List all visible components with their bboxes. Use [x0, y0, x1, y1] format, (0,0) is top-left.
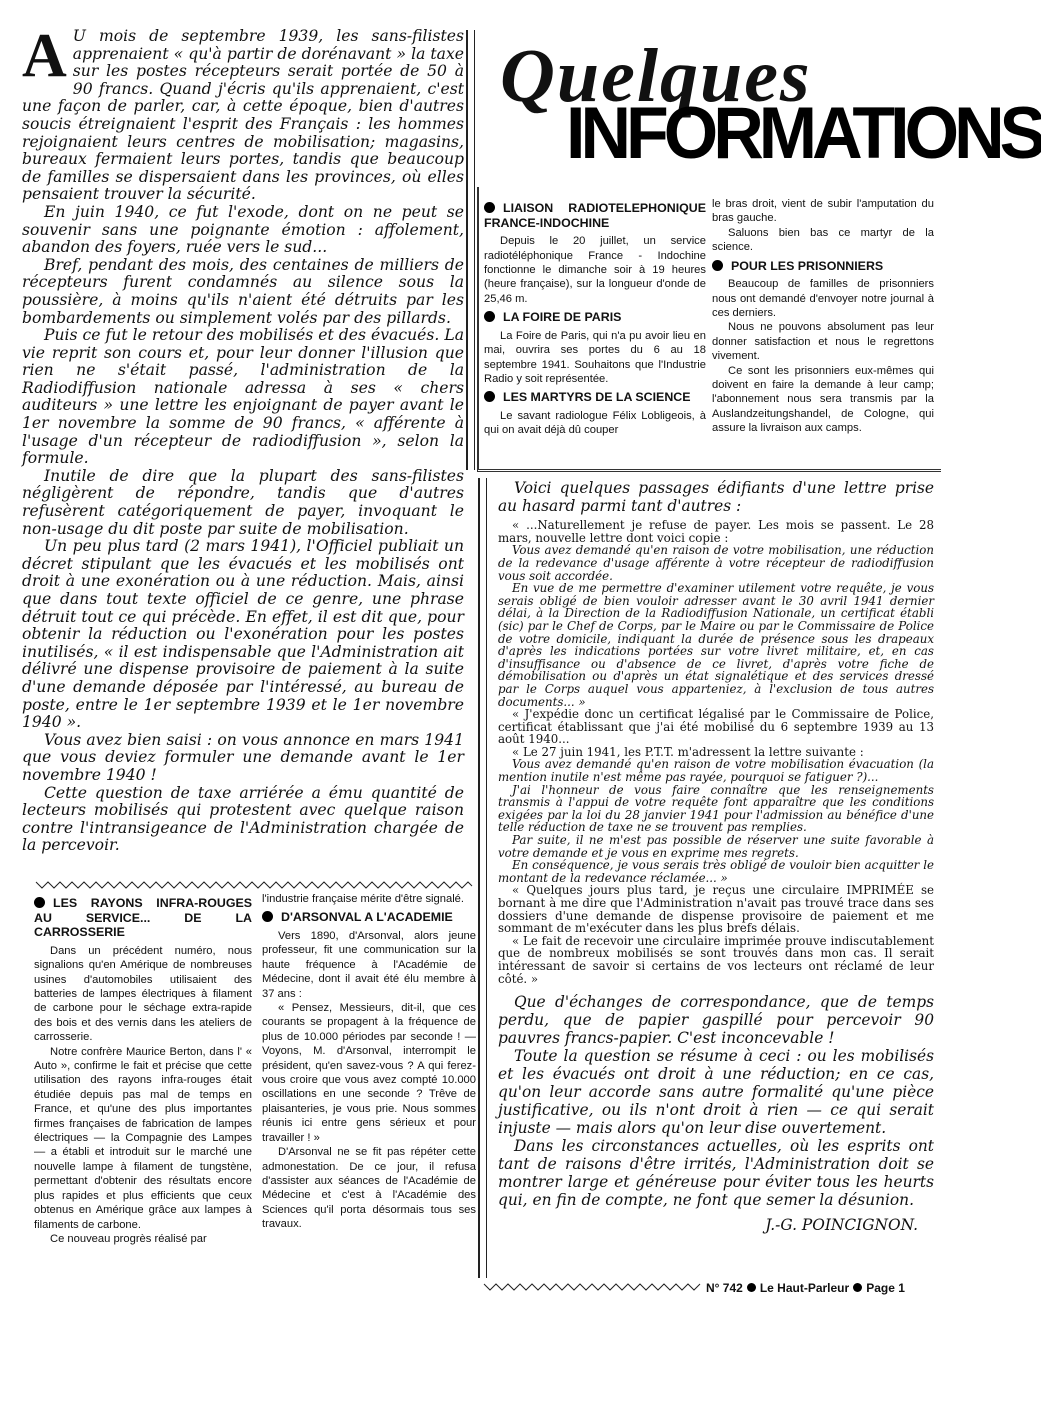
decorative-border: [36, 880, 472, 890]
news-text: Beaucoup de familles de prisonniers nous ont demandé d'envoyer notre journal à ces derniers.: [712, 278, 934, 320]
letter-quote: « Quelques jours plus tard, je reçus une circulaire IMPRIMÉE se bornant à me dire que l'Administration n'avait pas trouvé trace dans ses dossiers d'une demande de dispense provisoire de paiement et me sommant de m'exécuter dans les plus brefs délais.: [498, 883, 934, 936]
news-headline: LES RAYONS INFRA-ROUGES AU SERVICE... DE LA CARROSSERIE: [34, 896, 252, 940]
news-text: Notre confrère Maurice Berton, dans l' « Auto », confirme le fait et précise que cette utilisation des rayons infra-rouges était étudiée depuis pas mal de temps en France, et qu'une des plus importantes firmes françaises de fabrication de lampes électriques — la Compagnie des Lampes — a établi et introduit sur le marché une nouvelle lampe à filament de tungstène, permettant d'obtenir des résultats encore plus rapides et plus efficients que ceux obtenus en Amérique grâce aux lampes à filaments de carbone.: [34, 1045, 252, 1231]
news-text: D'Arsonval ne se fit pas répéter cette admonestation. De ce jour, il refusa d'assister aux séances de l'Académie de Médecine et c'est à l'Académie des Sciences qu'il porta désormais tous ses travaux.: [262, 1146, 476, 1231]
letter-quote: Vous avez demandé qu'en raison de votre mobilisation évacuation (la mention inutile n'est même pas rayée, pourquoi se fatiguer ?)...: [498, 757, 934, 785]
letter-quote: « Le 27 juin 1941, les P.T.T. m'adressent la lettre suivante :: [512, 744, 864, 759]
lead-paragraph: Un peu plus tard (2 mars 1941), l'Officiel publiait un décret stipulant que les évacués et les mobilisés ont droit à une exonération ou à une réduction. Mais, ainsi que dans tout texte officiel de ce genre, une phrase détruit tout ce qui précède. En effet, il est dit que, pour obtenir la réduction ou l'exonération pour les postes inutilisés, « il est indispensable que l'Administration ait délivré une dispense provisoire de paiement à la suite d'une demande déposée par l'intéressé, au bureau de poste, entre le 1er septembre 1939 et le 1er novembre 1940 ».: [22, 537, 464, 732]
news-text: Depuis le 20 juillet, un service radiotéléphonique France - Indochine fonctionne le dimanche soir à 19 heures (heure française), sur la longueur d'onde de 25,46 m.: [484, 235, 706, 305]
news-text: La Foire de Paris, qui n'a pu avoir lieu en mai, ouvrira ses portes du 6 au 18 septembre 1941. Souhaitons que l'Industrie Radio y soit représentée.: [484, 329, 706, 386]
news-text: l'industrie française mérite d'être signalé.: [262, 893, 465, 905]
letter-quote: En vue de me permettre d'examiner utilement votre requête, je vous serais obligé de bien vouloir adresser avant le 30 avril 1941 dernier délai, à la Direction de la Radiodiffusion Nationale, un certificat établi (sic) par le Chef de Corps, par le Maire ou par le Commissaire de Police de votre domicile, indiquant la durée de présence sous les drapeaux d'après les indications portées sur votre livret militaire, et, en cas d'insuffisance ou d'absence de ce livret, d'après votre fiche de démobilisation ou d'après un état signalétique et des services dressé par le Corps auquel vous apparteniez, à l'exclusion de tous autres documents... »: [498, 581, 934, 709]
news-headline: LES MARTYRS DE LA SCIENCE: [484, 390, 706, 405]
news-text: Ce nouveau progrès réalisé par: [50, 1232, 207, 1245]
lead-paragraph: Puis ce fut le retour des mobilisés et des évacués. La vie reprit son cours et, pour leur donner l'illusion que rien ne s'était passé, l'administration de la Radiodiffusion nationale adressa à ses « chers auditeurs » une lettre les enjoignant de payer avant le 1er novembre la somme de 90 francs, « afférente à l'usage d'un récepteur de radiodiffusion », selon la formule.: [22, 326, 464, 468]
news-text: Dans un précédent numéro, nous signalions qu'en Amérique de nombreuses usines d'automobiles utilisaient des batteries de lampes électriques à filament de carbone pour le séchage extra-rapide des bois et des vernis dans les ateliers de carrosserie.: [34, 944, 252, 1044]
column-rule: [466, 30, 475, 470]
news-text: Nous ne pouvons absolument pas leur donner satisfaction et nous le regrettons vivement.: [712, 321, 934, 363]
news-item: [712, 259, 934, 436]
news-text: Ce sont les prisonniers eux-mêmes qui doivent en faire la demande à leur camp; l'abonnement nous sera transmis par la Auslandzeitungshandel, de Cologne, qui assure la livraison aux camps.: [712, 364, 934, 435]
page-number: Page 1: [866, 1281, 905, 1295]
letter-article: [498, 480, 934, 1235]
publication-name: Le Haut-Parleur: [759, 1281, 850, 1295]
letter-quote: J'ai l'honneur de vous faire connaître que les renseignements transmis à l'appui de votre requête font apparaître que les conditions exigées par la loi du 28 janvier 1941 pour l'admission au bénéfice d'une telle réduction de taxe ne se trouvent pas remplies.: [498, 782, 934, 835]
news-item: [484, 201, 706, 306]
issue-number: N° 742: [706, 1281, 743, 1295]
news-item: [484, 390, 706, 437]
lead-paragraph: A U mois de septembre 1939, les sans-filistes apprenaient « qu'à partir de dorénavant » la taxe sur les postes récepteurs serait portée de 50 à 90 francs. Quand j'écris qu'ils apprenaient, c'est une façon de parler, car, à cette époque, bien d'autres soucis étreignaient l'esprit des Français : les hommes rejoignaient leurs centres de mobilisation; magasins, bureaux fermaient leurs portes, tandis que beaucoup de familles se dispersaient dans les provinces, où elles pensaient trouver la sécurité.: [22, 22, 464, 204]
decorative-border: [484, 1282, 700, 1292]
letter-quote: Vous avez demandé qu'en raison de votre mobilisation, une réduction de la redevance d'usage afférente à votre récepteur de radiodiffusion vous soit accordée.: [498, 543, 934, 583]
author-signature: J.-G. POINCIGNON.: [765, 1216, 918, 1235]
bullet-icon: [34, 897, 45, 908]
lead-paragraph: Vous avez bien saisi : on vous annonce en mars 1941 que vous deviez formuler une demande avant le 1er novembre 1940 !: [22, 730, 464, 784]
letter-intro: Voici quelques passages édifiants d'une lettre prise au hasard parmi tant d'autres :: [498, 479, 934, 515]
lead-paragraph: Inutile de dire que la plupart des sans-filistes négligèrent de répondre, tandis que d'autres refusèrent catégoriquement de payer, invoquant le non-usage du dit poste par suite de mobilisation.: [22, 466, 464, 538]
news-headline: LA FOIRE DE PARIS: [484, 310, 706, 325]
letter-quote: « J'expédie donc un certificat légalisé par le Commissaire de Police, certificat établissant que j'ai été mobilisé du 6 septembre 1939 au 13 août 1940...: [498, 707, 934, 747]
news-column-a: [484, 197, 706, 438]
news-column-b: [712, 197, 934, 436]
bullet-icon: [262, 911, 273, 922]
news-text: Vers 1890, d'Arsonval, alors jeune professeur, fit une communication sur la haute fréquence à l'Académie de Médecine, dont il avait été élu membre à 37 ans :: [262, 930, 476, 1000]
bullet-icon: [484, 311, 495, 322]
letter-closing: Toute la question se résume à ceci : ou les mobilisés et les évacués ont droit à une réduction; en ce cas, qu'on leur accorde sans autre formalité qu'une pièce justificative, ou ils n'ont droit à rien — ce qui serait injuste — mais alors qu'on leur dise ouvertement.: [498, 1047, 934, 1138]
news-item: [484, 310, 706, 386]
masthead-title: INFORMATIONS: [566, 92, 1041, 174]
news-headline: LIAISON RADIOTELEPHONIQUE FRANCE-INDOCHINE: [484, 201, 706, 230]
column-rule: [478, 478, 487, 1278]
news-text: le bras droit, vient de subir l'amputation du bras gauche.: [712, 198, 934, 225]
letter-quote: En conséquence, je vous serais très obligé de vouloir bien acquitter le montant de la redevance réclamée... »: [498, 858, 934, 885]
news-headline: D'ARSONVAL A L'ACADEMIE: [262, 910, 476, 925]
page-footer: [706, 1280, 946, 1296]
masthead-script: Quelques: [500, 34, 812, 118]
bullet-icon: [712, 260, 723, 271]
lead-paragraph: Bref, pendant des mois, des centaines de milliers de récepteurs furent condamnés au silence sous la poussière, à moins qu'ils n'aient été détruits par les bombardements ou simplement volés par des pillards.: [22, 255, 464, 327]
letter-quote: « ...Naturellement je refuse de payer. Les mois se passent. Le 28 mars, nouvelle lettre dont voici copie :: [498, 518, 934, 545]
letter-quote: Par suite, il ne m'est pas possible de réserver une suite favorable à votre demande et je vous en exprime mes regrets.: [498, 833, 934, 860]
lead-article: [22, 22, 464, 855]
bullet-icon: [484, 391, 495, 402]
news-text: Saluons bien bas ce martyr de la science.: [712, 226, 934, 254]
bullet-icon: [853, 1283, 862, 1292]
drop-cap: A: [22, 22, 67, 90]
news-column-d: [262, 892, 476, 1232]
bullet-icon: [484, 202, 495, 213]
letter-closing: Dans les circonstances actuelles, où les esprits ont tant de raisons d'être irrités, l'Administration doit se montrer large et généreuse pour éviter tous les heurts qui, en fin de compte, ne font que semer la désunion.: [498, 1137, 934, 1210]
news-column-c: [34, 892, 252, 1246]
news-text: Le savant radiologue Félix Lobligeois, à qui on avait déjà dû couper: [484, 410, 706, 437]
news-text: « Pensez, Messieurs, dit-il, que ces courants se propagent à la fréquence de plus de 10.000 périodes par seconde ! — Voyons, M. d'Arsonval, interrompit le président, qu'en savez-vous ? A qui ferez-vous croire que vous avez compté 10.000 oscillations en une seconde ? Trêve de plaisanteries, je vous prie. Nous sommes réunis ici entre gens sérieux et pour travailler ! »: [262, 1002, 476, 1144]
letter-quote: « Le fait de recevoir une circulaire imprimée prouve indiscutablement que de nombreux mobilisés se sont trouvés dans mon cas. Il serait intéressant de savoir si certains de vos lecteurs ont réclamé de leur côté. »: [498, 933, 934, 986]
news-headline: POUR LES PRISONNIERS: [712, 259, 934, 274]
lead-paragraph: Cette question de taxe arriérée a ému quantité de lecteurs mobilisés qui protestent avec quelque raison contre l'intransigeance de l'Administration chargée de la percevoir.: [22, 783, 464, 855]
bullet-icon: [747, 1283, 756, 1292]
lead-paragraph: En juin 1940, ce fut l'exode, dont on ne peut se souvenir sans une poignante émotion : affolement, abandon des foyers, ruée vers le sud...: [22, 202, 464, 257]
letter-closing: Que d'échanges de correspondance, que de temps perdu, que de papier gaspillé pour percevoir 90 pauvres francs-papier. C'est inconcevable !: [498, 993, 934, 1048]
